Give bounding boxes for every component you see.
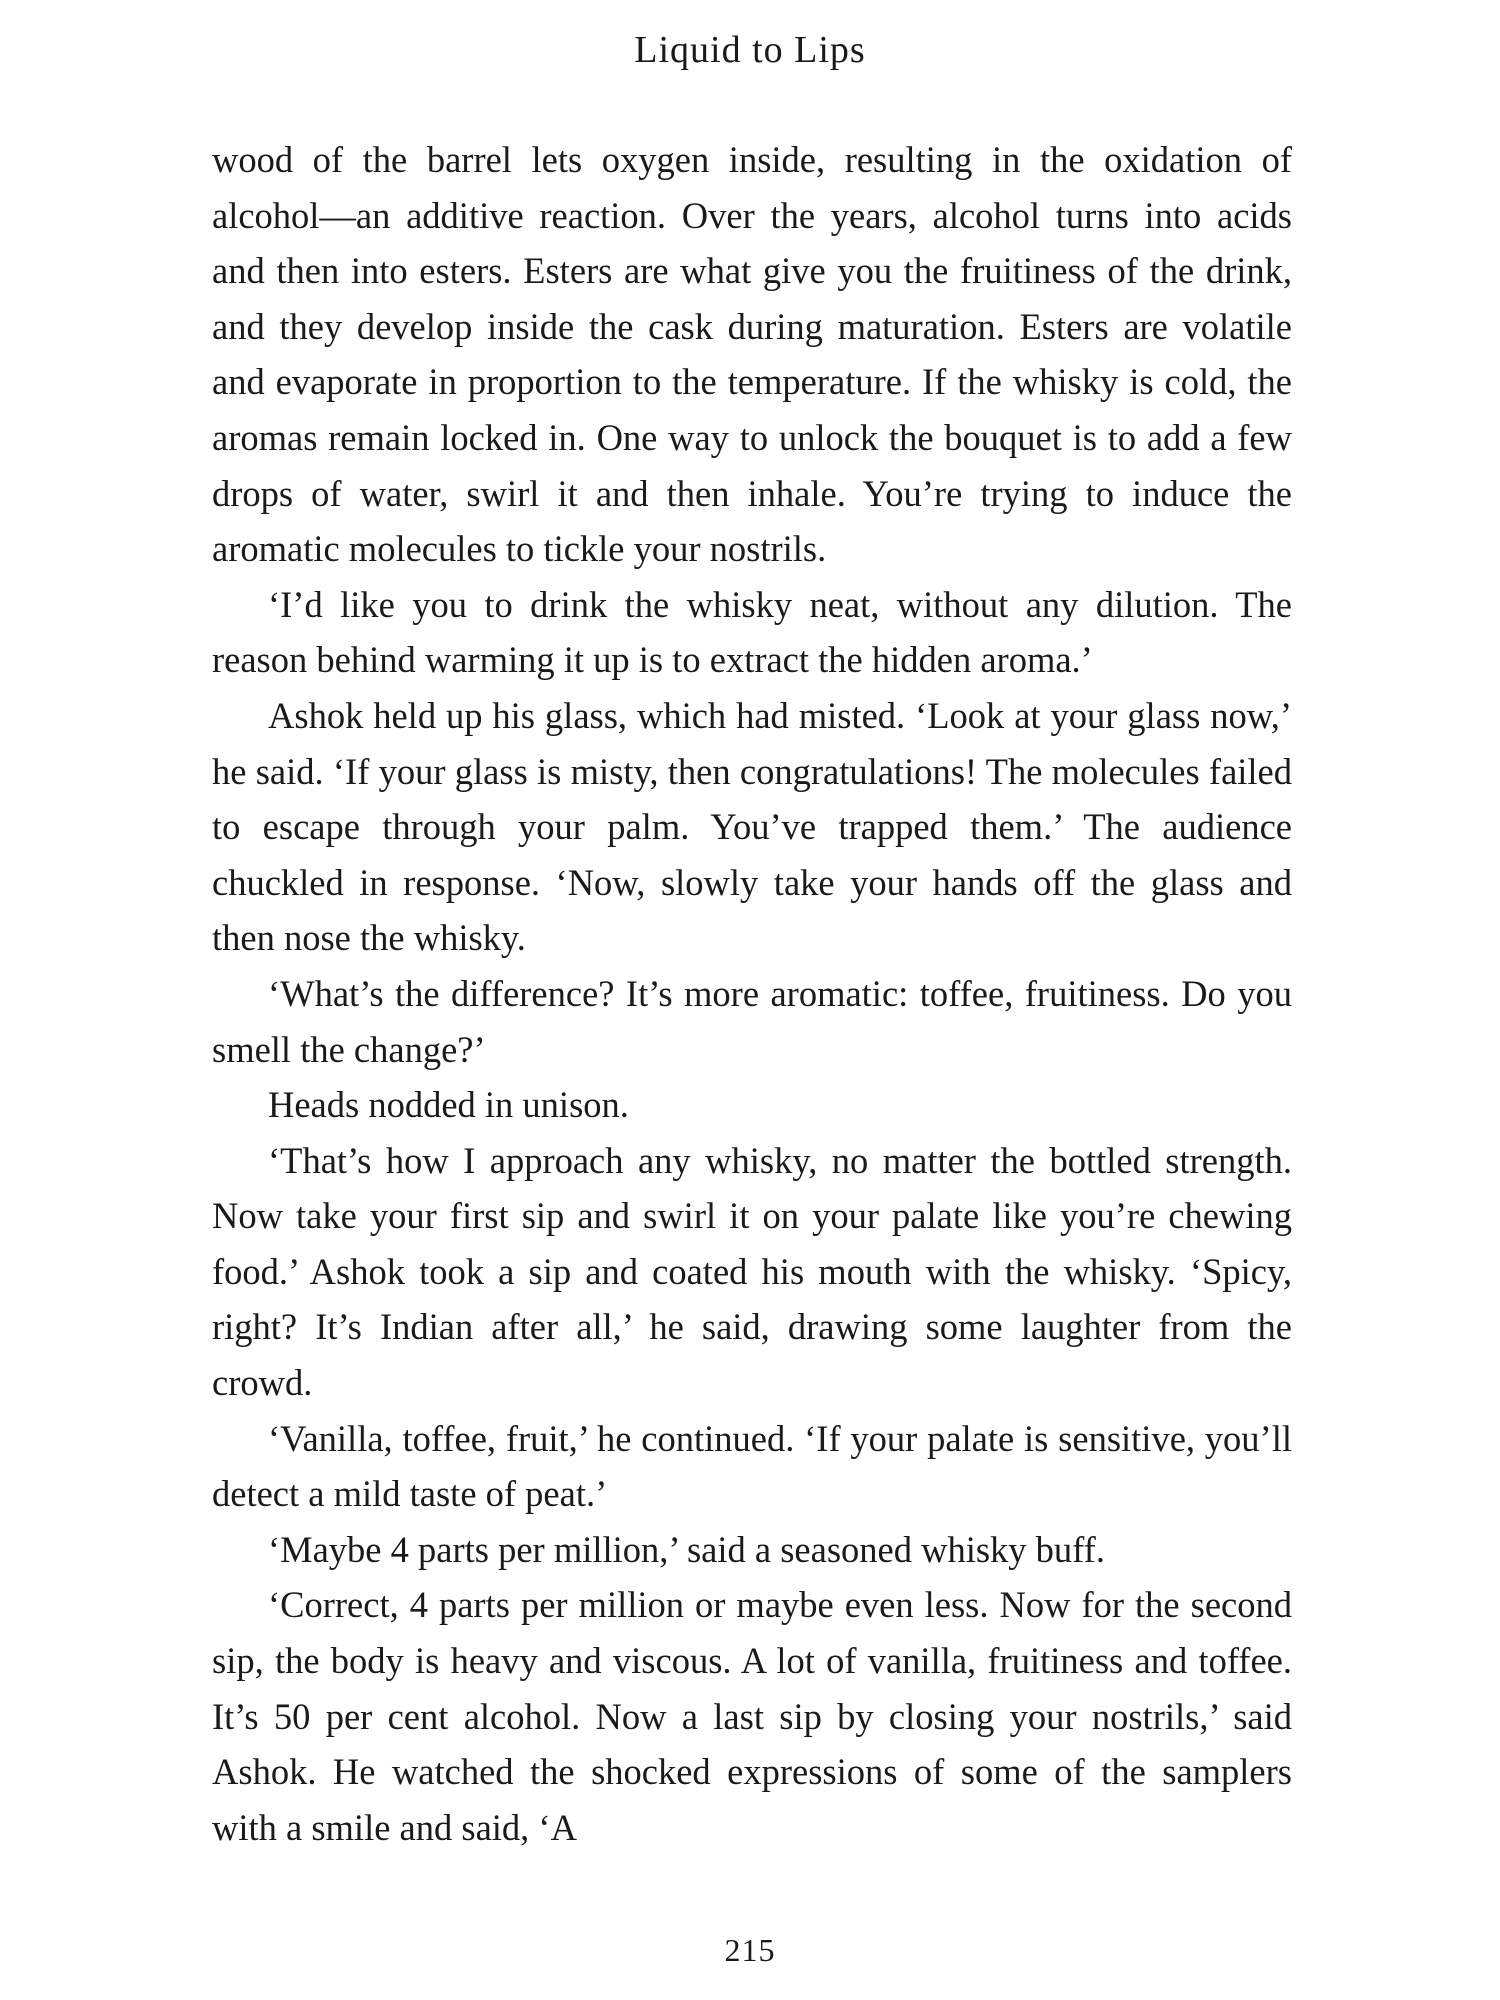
body-text [212, 132, 1292, 1855]
paragraph-5: Heads nodded in unison. [268, 1084, 629, 1126]
paragraph-3: Ashok held up his glass, which had misted. ‘Look at your glass now,’ he said. ‘If your glass is misty, then congratulations! The molecules failed to escape through your palm. You’ve trapped them.’ The audience chuckled in response. ‘Now, slowly take your hands off the glass and then nose the whisky. [212, 694, 1292, 959]
paragraph-7: ‘Vanilla, toffee, fruit,’ he continued. ‘If your palate is sensitive, you’ll detect a mild taste of peat.’ [212, 1417, 1292, 1515]
running-head: Liquid to Lips [634, 29, 866, 71]
paragraph-8: ‘Maybe 4 parts per million,’ said a seasoned whisky buff. [268, 1528, 1105, 1570]
page-number: 215 [724, 1932, 776, 1968]
paragraph-6: ‘That’s how I approach any whisky, no matter the bottled strength. Now take your first sip and swirl it on your palate like you’re chewing food.’ Ashok took a sip and coated his mouth with the whisky. ‘Spicy, right? It’s Indian after all,’ he said, drawing some laughter from the crowd. [212, 1139, 1292, 1404]
paragraph-1: wood of the barrel lets oxygen inside, resulting in the oxidation of alcohol—an additive reaction. Over the years, alcohol turns into acids and then into esters. Esters are what give you the fruitiness of the drink, and they develop inside the cask during maturation. Esters are volatile and evaporate in proportion to the temperature. If the whisky is cold, the aromas remain locked in. One way to unlock the bouquet is to add a few drops of water, swirl it and then inhale. You’re trying to induce the aromatic molecules to tickle your nostrils. [212, 139, 1292, 570]
paragraph-2: ‘I’d like you to drink the whisky neat, without any dilution. The reason behind warming it up is to extract the hidden aroma.’ [212, 583, 1292, 681]
paragraph-4: ‘What’s the difference? It’s more aromatic: toffee, fruitiness. Do you smell the change?’ [212, 972, 1292, 1070]
paragraph-9: ‘Correct, 4 parts per million or maybe even less. Now for the second sip, the body is heavy and viscous. A lot of vanilla, fruitiness and toffee. It’s 50 per cent alcohol. Now a last sip by closing your nostrils,’ said Ashok. He watched the shocked expressions of some of the samplers with a smile and said, ‘A [212, 1584, 1292, 1848]
